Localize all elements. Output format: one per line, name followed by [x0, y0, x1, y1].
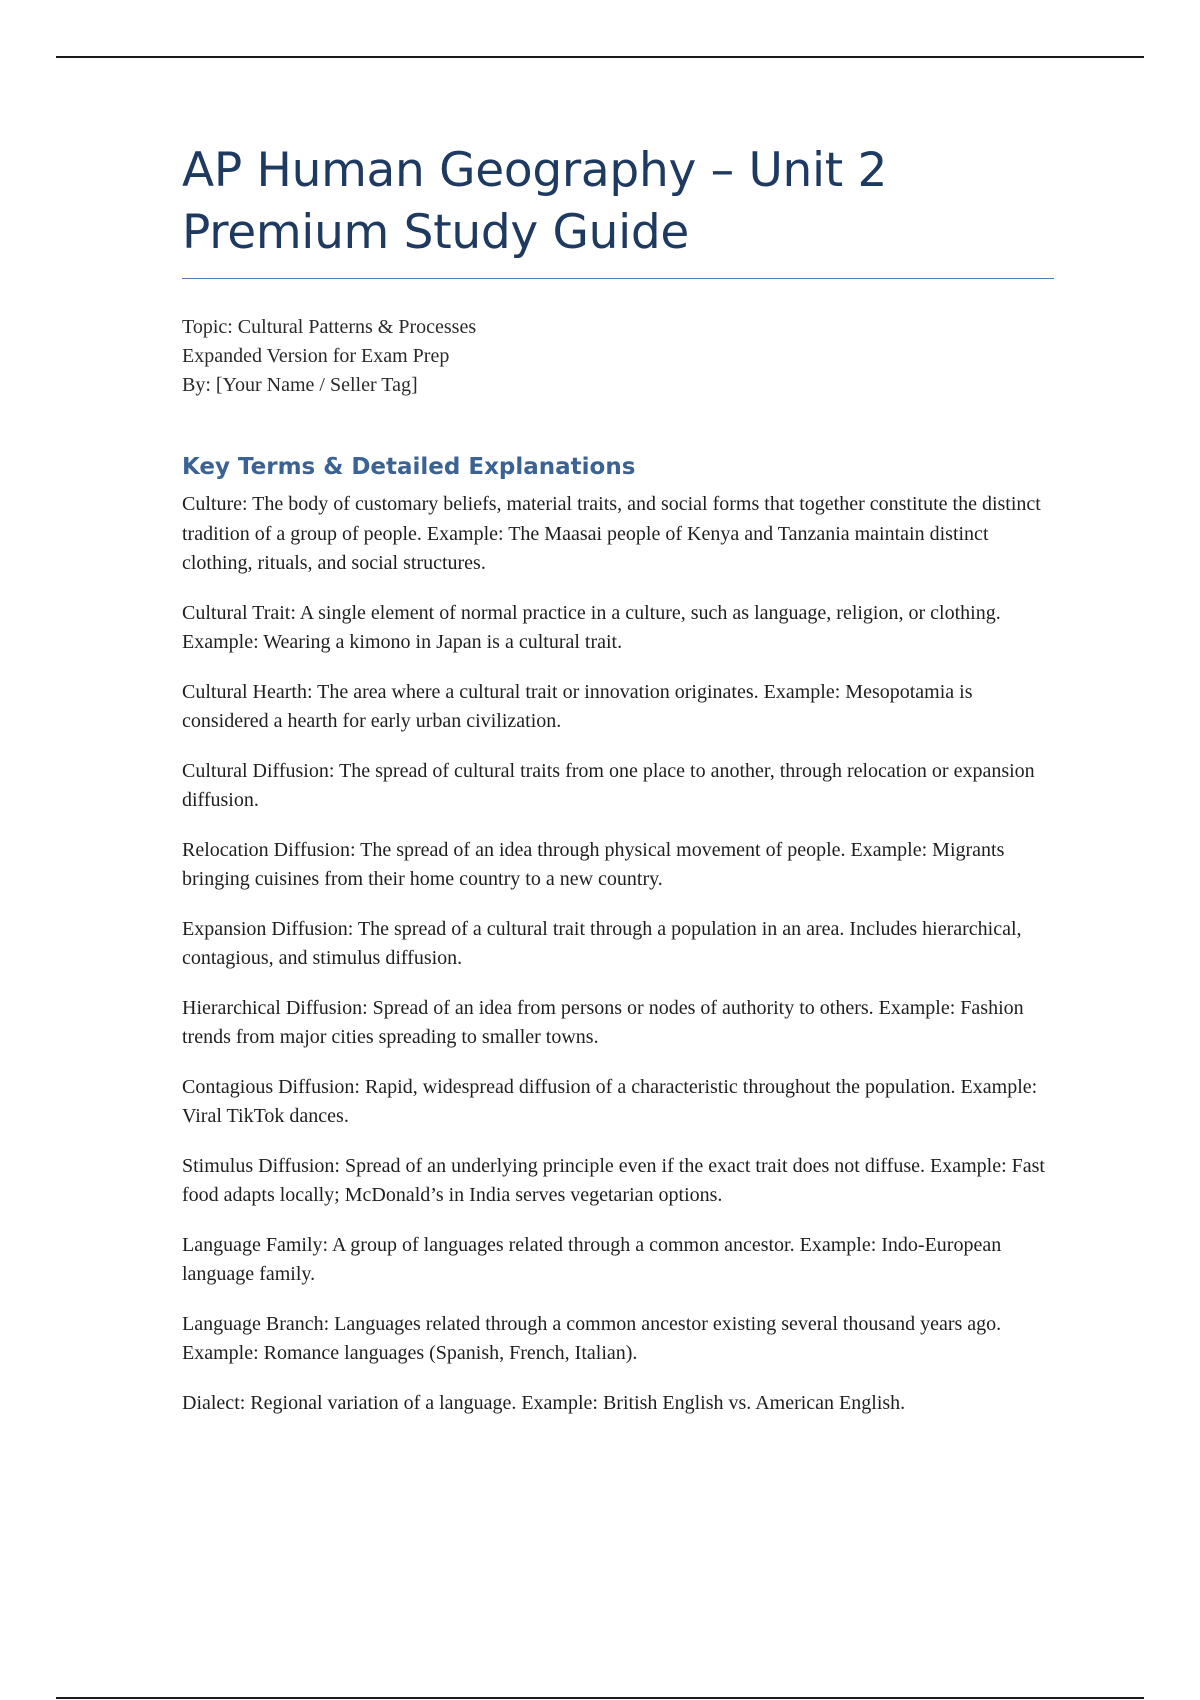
term-cultural-diffusion: Cultural Diffusion: The spread of cultural traits from one place to another, through relocation or expansion diffusion.	[182, 759, 1035, 811]
document-body	[182, 140, 1054, 1438]
term-cultural-hearth: Cultural Hearth: The area where a cultural trait or innovation originates. Example: Mesopotamia is considered a hearth for early urban civilization.	[182, 680, 973, 732]
document-meta	[182, 313, 1054, 400]
term-language-branch: Language Branch: Languages related through a common ancestor existing several thousand years ago. Example: Romance languages (Spanish, French, Italian).	[182, 1312, 1002, 1364]
term-contagious-diffusion: Contagious Diffusion: Rapid, widespread diffusion of a characteristic throughout the population. Example: Viral TikTok dances.	[182, 1075, 1038, 1127]
term-stimulus-diffusion: Stimulus Diffusion: Spread of an underlying principle even if the exact trait does not diffuse. Example: Fast food adapts locally; McDonald’s in India serves vegetarian options.	[182, 1154, 1045, 1206]
page-top-rule	[56, 56, 1144, 58]
term-dialect: Dialect: Regional variation of a language. Example: British English vs. American English.	[182, 1391, 906, 1414]
term-cultural-trait: Cultural Trait: A single element of normal practice in a culture, such as language, religion, or clothing. Example: Wearing a kimono in Japan is a cultural trait.	[182, 601, 1001, 653]
document-title: AP Human Geography – Unit 2 Premium Study Guide	[182, 143, 888, 260]
page-bottom-rule	[56, 1697, 1144, 1699]
key-terms-list	[182, 490, 1054, 1418]
section-heading: Key Terms & Detailed Explanations	[182, 454, 636, 480]
meta-author: By: [Your Name / Seller Tag]	[182, 374, 418, 396]
term-relocation-diffusion: Relocation Diffusion: The spread of an idea through physical movement of people. Example: Migrants bringing cuisines from their home country to a new country.	[182, 838, 1005, 890]
term-culture: Culture: The body of customary beliefs, material traits, and social forms that together constitute the distinct tradition of a group of people. Example: The Maasai people of Kenya and Tanzania maintain distinct clothing, rituals, and social structures.	[182, 493, 1041, 574]
meta-version: Expanded Version for Exam Prep	[182, 345, 450, 367]
term-language-family: Language Family: A group of languages related through a common ancestor. Example: Indo-European language family.	[182, 1233, 1002, 1285]
term-expansion-diffusion: Expansion Diffusion: The spread of a cultural trait through a population in an area. Includes hierarchical, contagious, and stimulus diffusion.	[182, 917, 1022, 969]
meta-topic: Topic: Cultural Patterns & Processes	[182, 316, 477, 338]
term-hierarchical-diffusion: Hierarchical Diffusion: Spread of an idea from persons or nodes of authority to others. Example: Fashion trends from major cities spreading to smaller towns.	[182, 996, 1024, 1048]
title-underline	[182, 278, 1054, 279]
